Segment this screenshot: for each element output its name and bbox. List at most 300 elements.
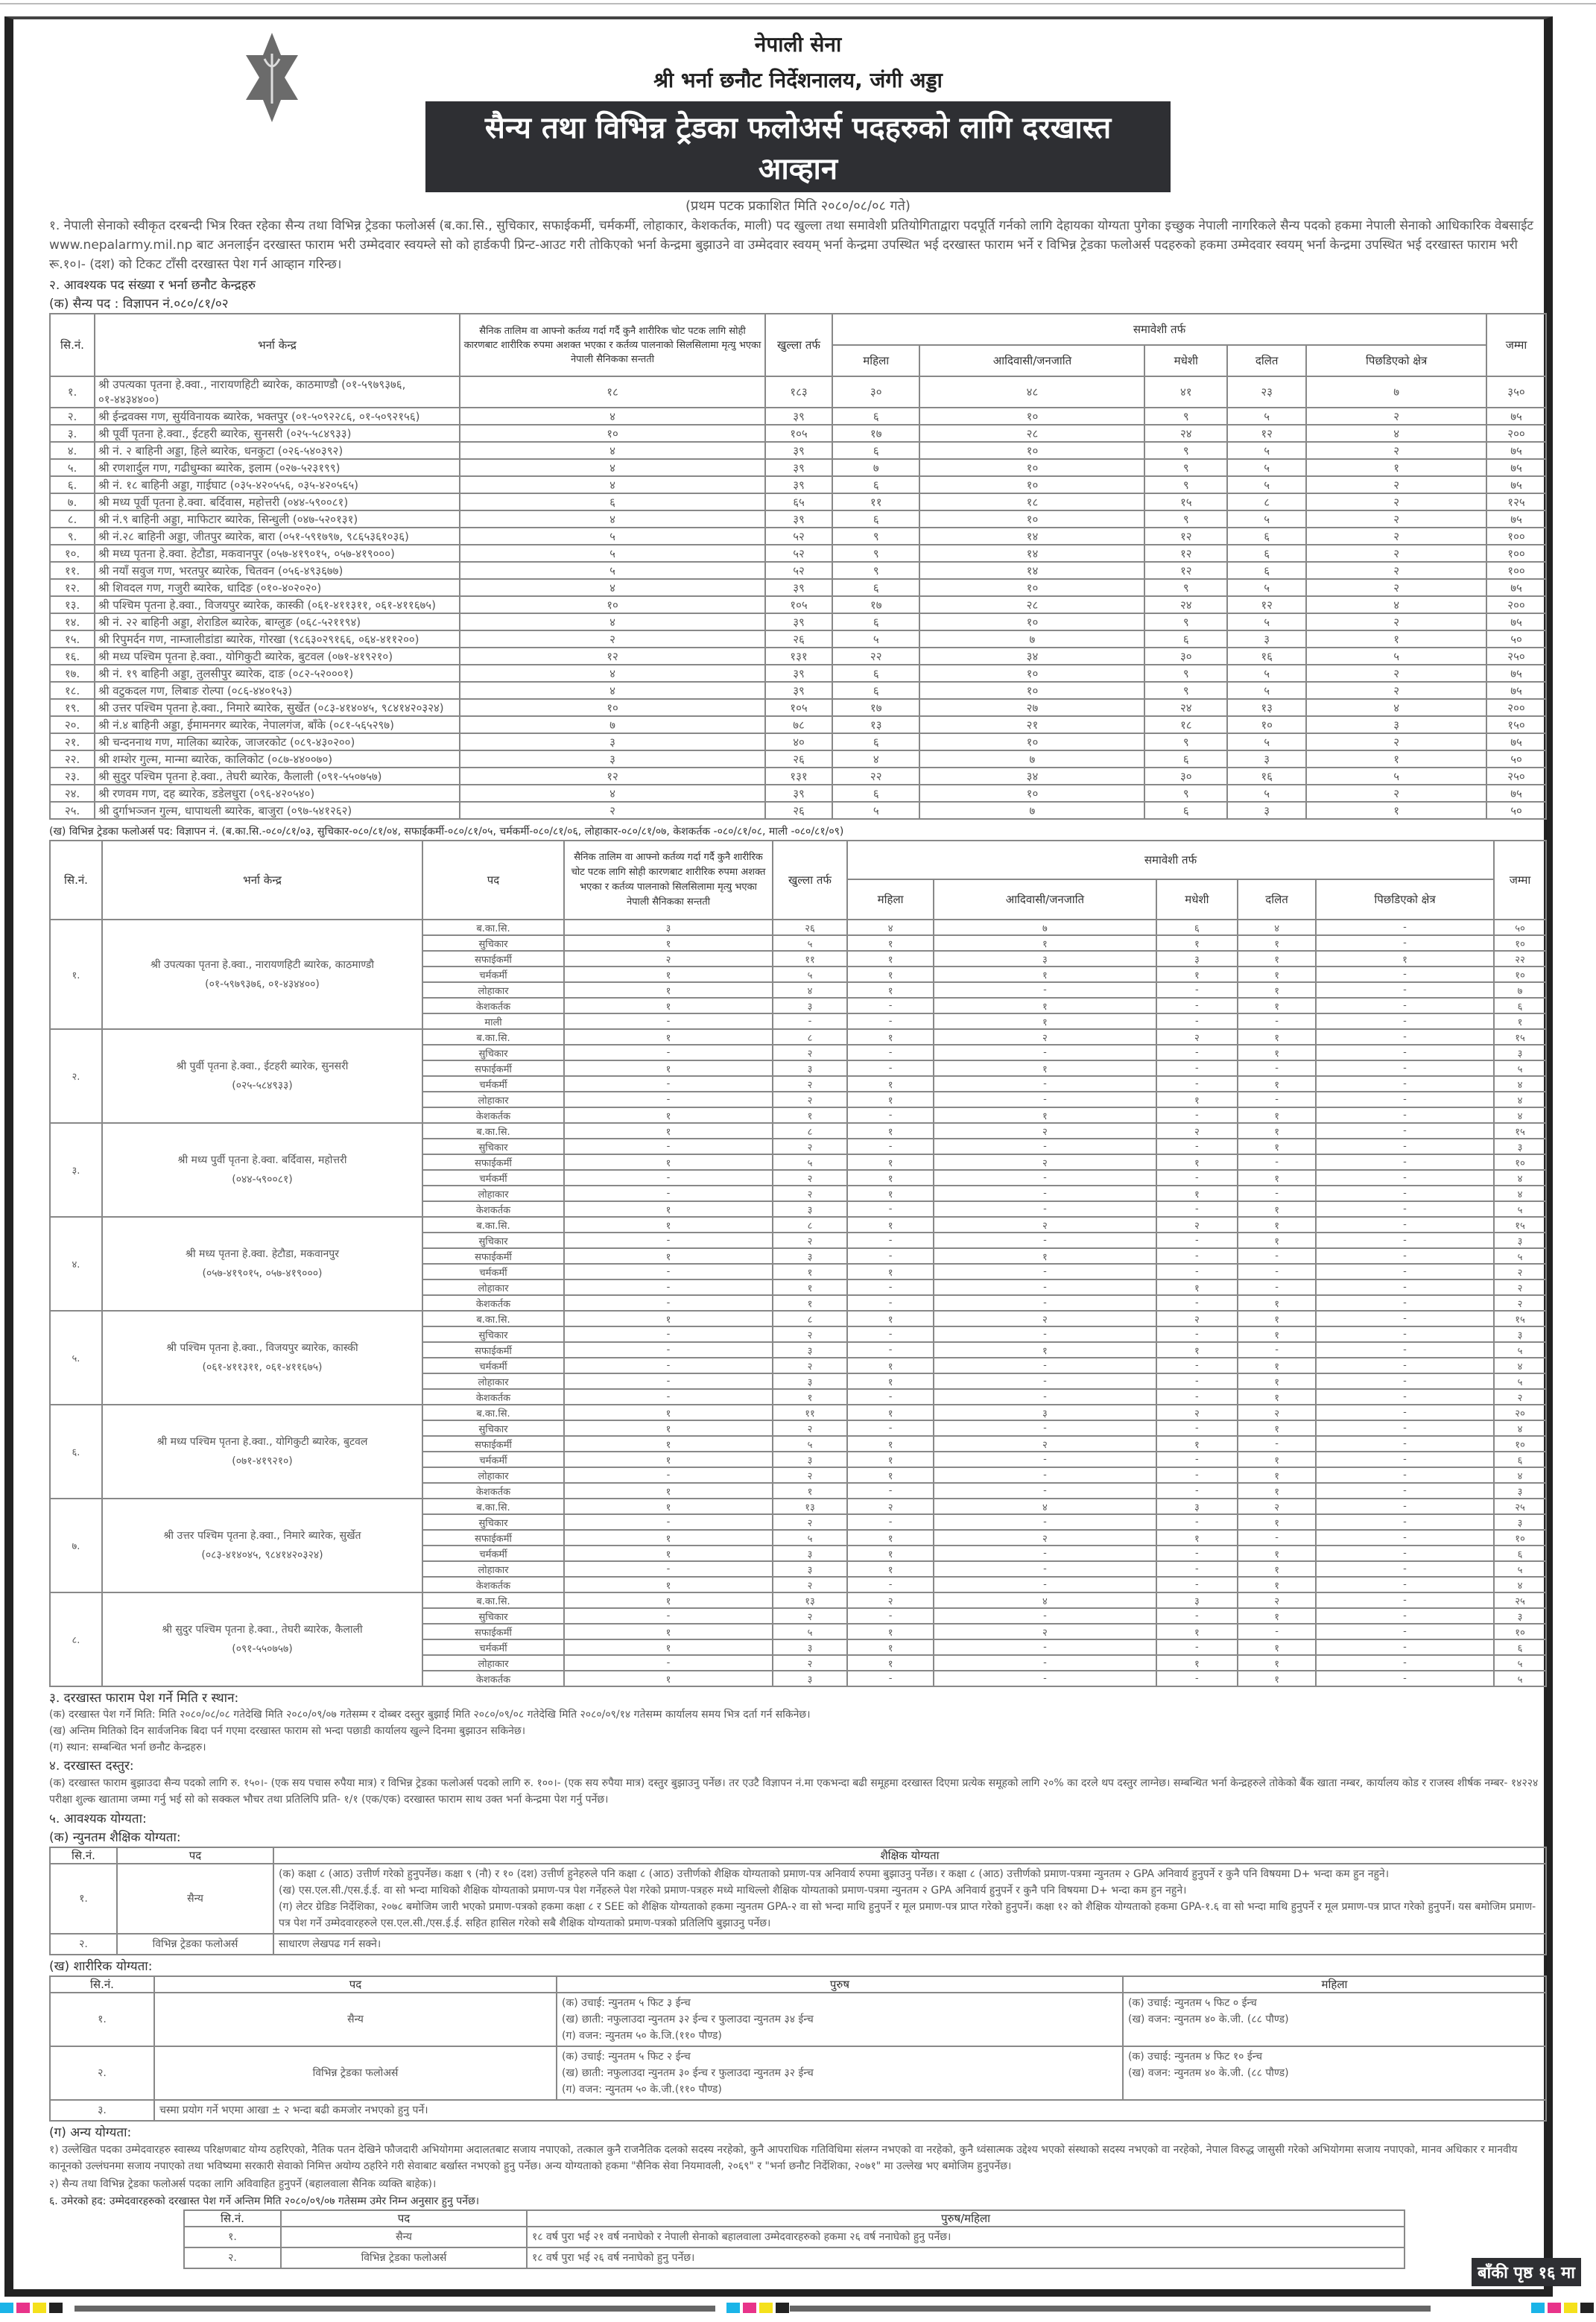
table-cell: ४ bbox=[773, 982, 847, 998]
table-cell: - bbox=[1238, 1264, 1316, 1279]
table-cell: - bbox=[1156, 1139, 1238, 1154]
table-cell: - bbox=[934, 1045, 1156, 1060]
table-cell: २ bbox=[1156, 1029, 1238, 1045]
table-cell: १ bbox=[564, 1671, 773, 1686]
table-cell: ३ bbox=[1227, 750, 1306, 768]
table-cell: ५ bbox=[1227, 476, 1306, 493]
table-cell: १ bbox=[847, 1452, 934, 1467]
col-janajati: आदिवासी/जनजाति bbox=[934, 879, 1156, 920]
table-cell: १ bbox=[1238, 951, 1316, 967]
table-row bbox=[50, 768, 1546, 785]
table-cell: - bbox=[1316, 935, 1494, 951]
table-cell: - bbox=[847, 1577, 934, 1592]
table-cell: - bbox=[1316, 1279, 1494, 1295]
table-cell: - bbox=[847, 998, 934, 1013]
group-center bbox=[102, 1311, 422, 1405]
table-cell: १५० bbox=[1486, 716, 1546, 733]
table-row bbox=[50, 699, 1546, 716]
table-cell: ३० bbox=[1144, 768, 1227, 785]
table-cell: २ bbox=[1306, 682, 1486, 699]
table-cell: १ bbox=[1238, 998, 1316, 1013]
center-name: श्री उपत्यका पृतना हे.क्वा., नारायणहिटी ब्यारेक, काठमाण्डौ (०१-५९७९३७६, ०१-४४३४४००) bbox=[95, 376, 460, 408]
row-sn: १. bbox=[50, 1864, 117, 1934]
table-cell: ४ bbox=[1494, 1076, 1546, 1092]
physical-table bbox=[49, 1975, 1547, 2122]
table-cell: ४ bbox=[934, 1592, 1156, 1608]
table-cell: - bbox=[847, 1060, 934, 1076]
table-cell: - bbox=[934, 1639, 1156, 1655]
col-reserved: सैनिक तालिम वा आफ्नो कर्तव्य गर्दा गर्दै कुनै शारीरिक चोट पटक लागि सोही कारणबाट शारीरिक रुपमा अशक्त भएका र कर्तव्य पालनाको सिलसिलामा मृत्यु भएका नेपाली सैनिकका सन्तती bbox=[460, 314, 765, 376]
table-cell: - bbox=[1316, 1530, 1494, 1546]
table-cell: १०५ bbox=[765, 699, 832, 716]
table-cell: - bbox=[1316, 967, 1494, 982]
table-cell: - bbox=[1156, 1201, 1238, 1217]
table-cell: १ bbox=[847, 1639, 934, 1655]
table-cell: १ bbox=[1156, 1655, 1238, 1671]
post-name: सफाईकर्मी bbox=[422, 951, 564, 967]
table-cell: २८ bbox=[919, 596, 1144, 613]
table-cell: २०० bbox=[1486, 425, 1546, 442]
table-cell: १ bbox=[847, 1561, 934, 1577]
table-cell: - bbox=[564, 1514, 773, 1530]
table-cell: ३ bbox=[773, 1639, 847, 1655]
table-cell: - bbox=[1238, 1530, 1316, 1546]
table-cell: २ bbox=[1306, 733, 1486, 750]
table-cell: २ bbox=[934, 1029, 1156, 1045]
table-cell: - bbox=[847, 1295, 934, 1311]
table-cell: १ bbox=[847, 982, 934, 998]
table-cell: १ bbox=[1238, 1295, 1316, 1311]
table-cell: ५ bbox=[1227, 510, 1306, 528]
table-cell: २ bbox=[1306, 528, 1486, 545]
table-cell: २२ bbox=[832, 768, 919, 785]
male-line: (ख) छाती: नफुलाउदा न्युनतम ३० ईन्च र फुलाउदा न्युनतम ३२ ईन्च bbox=[562, 2067, 814, 2079]
table-cell: १ bbox=[847, 1358, 934, 1373]
post-name: केशकर्तक bbox=[422, 1295, 564, 1311]
table-cell: - bbox=[1316, 1139, 1494, 1154]
table-cell: २ bbox=[1494, 1279, 1546, 1295]
post-name: सुचिकार bbox=[422, 1326, 564, 1342]
table-cell: - bbox=[1156, 1467, 1238, 1483]
table-cell: २ bbox=[1494, 1264, 1546, 1279]
table-cell: ७५ bbox=[1486, 682, 1546, 699]
table-cell: - bbox=[847, 1279, 934, 1295]
table-cell: ७. bbox=[50, 493, 95, 510]
center-name: श्री मध्य पश्चिम पृतना हे.क्वा., योगिकुटी ब्यारेक, बुटवल (०७१-४१९२१०) bbox=[95, 648, 460, 665]
row-post: सैन्य bbox=[281, 2227, 527, 2247]
post-name: ब.का.सि. bbox=[422, 1311, 564, 1326]
table-cell: १ bbox=[564, 1624, 773, 1639]
table-cell: २. bbox=[50, 408, 95, 425]
table-cell: २ bbox=[1156, 1405, 1238, 1420]
row-male bbox=[557, 1993, 1123, 2046]
post-name: चर्मकर्मी bbox=[422, 1358, 564, 1373]
table-cell: २ bbox=[460, 802, 765, 819]
table-cell: ६ bbox=[1494, 1639, 1546, 1655]
table-cell: ३९ bbox=[765, 665, 832, 682]
table-cell: १ bbox=[934, 998, 1156, 1013]
table-cell: - bbox=[1316, 1123, 1494, 1139]
table-cell: ६ bbox=[832, 613, 919, 630]
table-cell: १ bbox=[1238, 1467, 1316, 1483]
table-cell: - bbox=[1316, 1592, 1494, 1608]
table-cell: - bbox=[934, 1655, 1156, 1671]
table-cell: २ bbox=[773, 1092, 847, 1107]
row-female bbox=[1123, 1993, 1546, 2046]
table-cell: १०५ bbox=[765, 596, 832, 613]
table-cell: ३ bbox=[564, 920, 773, 935]
col-open: खुल्ला तर्फ bbox=[765, 314, 832, 376]
table-cell: ३ bbox=[460, 733, 765, 750]
center-phone: (०६१-४११३११, ०६१-४११६७५) bbox=[202, 1361, 323, 1373]
table-cell: ६५ bbox=[765, 493, 832, 510]
table-cell: २ bbox=[773, 1577, 847, 1592]
table-cell: १० bbox=[919, 442, 1144, 459]
table-cell: १० bbox=[1494, 967, 1546, 982]
table-cell: १ bbox=[1238, 1389, 1316, 1405]
table-cell: ७ bbox=[460, 716, 765, 733]
col-post: पद bbox=[422, 841, 564, 920]
table-cell: - bbox=[1316, 1483, 1494, 1499]
table-cell: १ bbox=[564, 1029, 773, 1045]
table-cell: - bbox=[847, 1420, 934, 1436]
table-cell: २१ bbox=[919, 716, 1144, 733]
table-cell: १ bbox=[847, 1170, 934, 1186]
table-cell: २ bbox=[773, 1326, 847, 1342]
table-row bbox=[184, 2247, 1405, 2268]
print-color-bar bbox=[0, 2303, 1596, 2313]
table-cell: ३ bbox=[1494, 1233, 1546, 1248]
table-cell: १० bbox=[460, 699, 765, 716]
table-cell: १ bbox=[1238, 1107, 1316, 1123]
military-posts-table bbox=[49, 313, 1547, 820]
section-4-title: ४. दरखास्त दस्तुर: bbox=[49, 1759, 134, 1774]
table-cell: १ bbox=[847, 1624, 934, 1639]
table-cell: ६ bbox=[1494, 998, 1546, 1013]
table-cell: २५० bbox=[1486, 648, 1546, 665]
center-name: श्री मध्य पश्चिम पृतना हे.क्वा., योगिकुटी ब्यारेक, बुटवल bbox=[156, 1436, 368, 1448]
table-cell: - bbox=[1156, 1577, 1238, 1592]
table-cell: - bbox=[934, 1233, 1156, 1248]
center-name: श्री मध्य पुर्वी पृतना हे.क्वा. बर्दिवास, महोत्तरी bbox=[177, 1154, 347, 1166]
table-cell: - bbox=[1156, 1608, 1238, 1624]
table-cell: २ bbox=[1238, 1592, 1316, 1608]
table-cell: ७ bbox=[1494, 982, 1546, 998]
other-qual-2: २) सैन्य तथा विभिन्न ट्रेडका फलोअर्स पदका लागि अविवाहित हुनुपर्ने (बहालवाला सैनिक व्यक्ति बाहेक)। bbox=[49, 2178, 437, 2190]
table-cell: ९ bbox=[832, 528, 919, 545]
row-sn: १. bbox=[184, 2227, 281, 2247]
table-cell: २८ bbox=[919, 425, 1144, 442]
table-cell: २ bbox=[773, 1186, 847, 1201]
table-cell: १८ bbox=[919, 493, 1144, 510]
table-cell: - bbox=[1316, 1389, 1494, 1405]
table-cell: - bbox=[1316, 1499, 1494, 1514]
table-row bbox=[50, 476, 1546, 493]
table-cell: - bbox=[1316, 1452, 1494, 1467]
table-cell: - bbox=[934, 1467, 1156, 1483]
table-cell: १२ bbox=[1227, 596, 1306, 613]
table-row bbox=[50, 1993, 1546, 2046]
table-row bbox=[50, 1592, 1546, 1608]
center-name: श्री पश्चिम पृतना हे.क्वा., विजयपुर ब्यारेक, कास्की (०६१-४११३११, ०६१-४११६७५) bbox=[95, 596, 460, 613]
table-cell: ५ bbox=[1227, 665, 1306, 682]
section-2a-title: (क) सैन्य पद : विज्ञापन नं.०८०/८१/०२ bbox=[49, 297, 229, 311]
center-name: श्री शम्शेर गुल्म, मान्मा ब्यारेक, कालिकोट (०८७-४४००७०) bbox=[95, 750, 460, 768]
table-cell: २४ bbox=[1144, 596, 1227, 613]
table-cell: - bbox=[1156, 1045, 1238, 1060]
table-cell: - bbox=[847, 1248, 934, 1264]
table-cell: १ bbox=[1238, 967, 1316, 982]
table-cell: ६ bbox=[832, 476, 919, 493]
table-cell: १ bbox=[1238, 1639, 1316, 1655]
table-row bbox=[50, 408, 1546, 425]
table-cell: २ bbox=[1306, 579, 1486, 596]
center-name: श्री नं.४ बाहिनी अड्डा, ईमामनगर ब्यारेक, नेपालगंज, बाँके (०८१-५६५२९७) bbox=[95, 716, 460, 733]
table-cell: ११ bbox=[832, 493, 919, 510]
row-sn: १. bbox=[50, 1993, 154, 2046]
table-cell: १६ bbox=[1227, 648, 1306, 665]
center-name: श्री नं. १९ बाहिनी अड्डा, तुलसीपुर ब्यारेक, दाङ (०८२-५२०००१) bbox=[95, 665, 460, 682]
table-cell: १ bbox=[934, 967, 1156, 982]
table-row bbox=[50, 1864, 1546, 1934]
table-cell: ३ bbox=[1494, 1483, 1546, 1499]
table-cell: - bbox=[934, 1076, 1156, 1092]
table-cell: - bbox=[934, 1186, 1156, 1201]
table-cell: ३. bbox=[50, 425, 95, 442]
table-cell: १ bbox=[1156, 1186, 1238, 1201]
table-cell: - bbox=[564, 1326, 773, 1342]
post-name: माली bbox=[422, 1013, 564, 1029]
table-row bbox=[50, 579, 1546, 596]
table-row bbox=[50, 785, 1546, 802]
table-cell: २ bbox=[1494, 1389, 1546, 1405]
table-cell: ४ bbox=[460, 408, 765, 425]
table-cell: १ bbox=[1238, 1483, 1316, 1499]
table-cell: १ bbox=[1238, 1671, 1316, 1686]
table-row bbox=[50, 528, 1546, 545]
table-cell: ४ bbox=[1494, 1186, 1546, 1201]
table-cell: ५ bbox=[1227, 682, 1306, 699]
table-cell: ९ bbox=[1144, 408, 1227, 425]
table-cell: - bbox=[1238, 1436, 1316, 1452]
table-row bbox=[50, 682, 1546, 699]
table-cell: ३ bbox=[934, 951, 1156, 967]
table-cell: ५० bbox=[1486, 802, 1546, 819]
post-name: सफाईकर्मी bbox=[422, 1436, 564, 1452]
col-qualification: शैक्षिक योग्यता bbox=[273, 1847, 1546, 1864]
table-cell: १ bbox=[1238, 1452, 1316, 1467]
center-name: श्री वटुकदल गण, लिबाङ रोल्पा (०८६-४४०१५३) bbox=[95, 682, 460, 699]
table-cell: - bbox=[1156, 1076, 1238, 1092]
table-cell: २२ bbox=[832, 648, 919, 665]
table-cell: - bbox=[1316, 1201, 1494, 1217]
post-name: लोहाकार bbox=[422, 1467, 564, 1483]
post-name: केशकर्तक bbox=[422, 1389, 564, 1405]
table-cell: - bbox=[564, 1186, 773, 1201]
table-cell: - bbox=[934, 1358, 1156, 1373]
table-cell: २ bbox=[1238, 1405, 1316, 1420]
table-cell: १५ bbox=[1144, 493, 1227, 510]
table-cell: ६ bbox=[832, 785, 919, 802]
table-cell: ९ bbox=[1144, 510, 1227, 528]
table-row bbox=[50, 376, 1546, 408]
table-cell: ५ bbox=[773, 1436, 847, 1452]
post-name: चर्मकर्मी bbox=[422, 1639, 564, 1655]
table-cell: १ bbox=[1238, 1201, 1316, 1217]
table-cell: ३ bbox=[1156, 1592, 1238, 1608]
table-cell: ६ bbox=[832, 408, 919, 425]
table-cell: १०० bbox=[1486, 562, 1546, 579]
table-cell: १ bbox=[773, 1483, 847, 1499]
table-cell: - bbox=[847, 1389, 934, 1405]
center-name: श्री नं. १८ बाहिनी अड्डा, गाईघाट (०३५-४२०५५६, ०३५-४२०५६५) bbox=[95, 476, 460, 493]
table-cell: १५. bbox=[50, 630, 95, 648]
table-cell: - bbox=[1156, 1514, 1238, 1530]
table-row bbox=[50, 1029, 1546, 1045]
table-cell: १ bbox=[564, 1592, 773, 1608]
table-cell: १ bbox=[564, 998, 773, 1013]
table-cell: - bbox=[1316, 1326, 1494, 1342]
col-madhesi: मधेशी bbox=[1156, 879, 1238, 920]
table-cell: - bbox=[847, 1514, 934, 1530]
post-name: सुचिकार bbox=[422, 1045, 564, 1060]
table-cell: २ bbox=[1238, 1499, 1316, 1514]
age-table bbox=[183, 2209, 1405, 2269]
group-sn: ३. bbox=[50, 1123, 102, 1217]
table-cell: १८ bbox=[460, 376, 765, 408]
center-name: श्री मध्य पृतना हे.क्वा. हेटौडा, मकवानपुर (०५७-४१९०१५, ०५७-४१९०००) bbox=[95, 545, 460, 562]
row-age: १८ वर्ष पुरा भई २६ वर्ष ननाघेको हुनु पर्नेछ। bbox=[527, 2247, 1405, 2268]
post-name: लोहाकार bbox=[422, 1561, 564, 1577]
table-cell: ६ bbox=[1227, 545, 1306, 562]
table-cell: ९ bbox=[1144, 665, 1227, 682]
org-name: नेपाली सेना bbox=[754, 32, 842, 57]
col-dalit: दलित bbox=[1238, 879, 1316, 920]
row-qualification bbox=[273, 1934, 1546, 1955]
table-cell: २ bbox=[1306, 476, 1486, 493]
table-cell: १०० bbox=[1486, 545, 1546, 562]
group-center bbox=[102, 1217, 422, 1311]
row-post: विभिन्न ट्रेडका फलोअर्स bbox=[117, 1934, 273, 1955]
table-cell: - bbox=[847, 1608, 934, 1624]
table-cell: - bbox=[564, 1279, 773, 1295]
table-cell: ४ bbox=[1238, 920, 1316, 935]
section-3-title: ३. दरखास्त फाराम पेश गर्ने मिति र स्थान: bbox=[49, 1691, 239, 1706]
table-cell: ५ bbox=[460, 562, 765, 579]
table-cell: १० bbox=[919, 459, 1144, 476]
table-cell: - bbox=[934, 1546, 1156, 1561]
table-cell: १ bbox=[1238, 1514, 1316, 1530]
table-cell: ५ bbox=[1227, 579, 1306, 596]
table-cell: १ bbox=[1238, 1326, 1316, 1342]
col-madhesi: मधेशी bbox=[1144, 345, 1227, 376]
table-cell: ३ bbox=[1494, 1514, 1546, 1530]
section-4a: (क) दरखास्त फाराम बुझाउदा सैन्य पदको लागि रु. १५०।- (एक सय पचास रुपैया मात्र) र विभिन्न ट्रेडका फलोअर्स पदको लागि रु. १००।- (एक सय रुपैया मात्र) दस्तुर बुझाउनु पर्नेछ। तर एउटै विज्ञापन नं.मा एकभन्दा बढी समूहमा दरखास्त दिएमा प्रत्येक समूहको लागि २०% का दरले थप दस्तुर लाग्नेछ। सम्बन्धित भर्ना केन्द्रहरुले तोकेको बैंक खाता नम्बर, कार्यालय कोड र राजस्व शीर्षक नम्बर- १४२२४ परीक्षा शुल्क खातामा जम्मा गर्नु भई सो को सक्कल भौचर तथा प्रतिलिपि प्रति- १/१ (एक/एक) दरखास्त फाराम साथ उक्त भर्ना केन्द्रमा पेश गर्नु पर्नेछ। bbox=[49, 1777, 1539, 1806]
table-cell: ४ bbox=[1494, 1577, 1546, 1592]
table-cell: ७ bbox=[919, 630, 1144, 648]
table-cell: २ bbox=[773, 1608, 847, 1624]
table-cell: १० bbox=[919, 476, 1144, 493]
table-cell: - bbox=[564, 1139, 773, 1154]
table-cell: - bbox=[1316, 1577, 1494, 1592]
table-cell: ८ bbox=[773, 1217, 847, 1233]
table-cell: ३ bbox=[1156, 951, 1238, 967]
center-name: श्री रणशार्दुल गण, गढीधुम्का ब्यारेक, इलाम (०२७-५२३१९९) bbox=[95, 459, 460, 476]
table-cell: ५ bbox=[1227, 613, 1306, 630]
table-cell: १० bbox=[919, 579, 1144, 596]
table-cell: ३ bbox=[1306, 716, 1486, 733]
table-cell: ४ bbox=[460, 613, 765, 630]
post-name: लोहाकार bbox=[422, 982, 564, 998]
table-cell: - bbox=[1316, 1029, 1494, 1045]
table-row bbox=[50, 716, 1546, 733]
table-cell: ५ bbox=[1494, 1201, 1546, 1217]
table-cell: - bbox=[564, 1655, 773, 1671]
post-name: सफाईकर्मी bbox=[422, 1624, 564, 1639]
section-5-title: ५. आवश्यक योग्यता: bbox=[49, 1812, 147, 1826]
table-cell: ४ bbox=[832, 750, 919, 768]
table-cell: - bbox=[1238, 1060, 1316, 1076]
post-name: केशकर्तक bbox=[422, 1577, 564, 1592]
table-row bbox=[50, 425, 1546, 442]
table-cell: ४ bbox=[847, 920, 934, 935]
table-cell: ११ bbox=[773, 951, 847, 967]
table-cell: १० bbox=[919, 733, 1144, 750]
table-cell: - bbox=[1156, 1013, 1238, 1029]
table-cell: - bbox=[934, 1295, 1156, 1311]
table-cell: ४ bbox=[1494, 1467, 1546, 1483]
table-cell: २ bbox=[773, 1139, 847, 1154]
table-cell: - bbox=[934, 1420, 1156, 1436]
table-cell: १४. bbox=[50, 613, 95, 630]
table-cell: ४ bbox=[460, 476, 765, 493]
post-name: केशकर्तक bbox=[422, 1483, 564, 1499]
table-cell: ५ bbox=[773, 935, 847, 951]
section-3a: (क) दरखास्त पेश गर्ने मिति: मिति २०८०/०८/०८ गतेदेखि मिति २०८०/०९/०७ गतेसम्म र दोब्बर दस्तुर बुझाई मिति २०८०/०९/०८ गतेदेखि मिति २०८०/०९/१४ गतेसम्म कार्यालय समय भित्र दर्ता गर्न सकिनेछ। bbox=[49, 1709, 811, 1721]
table-cell: ११. bbox=[50, 562, 95, 579]
table-cell: ५ bbox=[1494, 1342, 1546, 1358]
table-cell: ५ bbox=[460, 545, 765, 562]
table-cell: २ bbox=[934, 1217, 1156, 1233]
table-cell: ४ bbox=[1306, 425, 1486, 442]
group-center bbox=[102, 1029, 422, 1123]
table-row bbox=[50, 1405, 1546, 1420]
table-cell: १८३ bbox=[765, 376, 832, 408]
table-cell: १२ bbox=[1227, 425, 1306, 442]
table-cell: ४ bbox=[460, 442, 765, 459]
table-row bbox=[50, 802, 1546, 819]
table-cell: ४ bbox=[460, 682, 765, 699]
col-sn: सि.नं. bbox=[50, 1976, 154, 1993]
post-name: ब.का.सि. bbox=[422, 1405, 564, 1420]
table-cell: ५ bbox=[1227, 442, 1306, 459]
table-cell: १ bbox=[1494, 1013, 1546, 1029]
table-cell: १ bbox=[1238, 1420, 1316, 1436]
table-cell: - bbox=[564, 1295, 773, 1311]
table-cell: ४ bbox=[1494, 1358, 1546, 1373]
post-name: चर्मकर्मी bbox=[422, 1170, 564, 1186]
table-cell: ३ bbox=[934, 1405, 1156, 1420]
table-cell: - bbox=[934, 1608, 1156, 1624]
table-cell: ७ bbox=[1306, 376, 1486, 408]
table-cell: १५ bbox=[1494, 1029, 1546, 1045]
table-cell: २ bbox=[773, 1467, 847, 1483]
table-cell: - bbox=[847, 1013, 934, 1029]
center-phone: (०७१-४१९२१०) bbox=[232, 1455, 293, 1467]
table-cell: १३१ bbox=[765, 648, 832, 665]
table-cell: ६ bbox=[832, 733, 919, 750]
table-cell: १ bbox=[847, 1154, 934, 1170]
